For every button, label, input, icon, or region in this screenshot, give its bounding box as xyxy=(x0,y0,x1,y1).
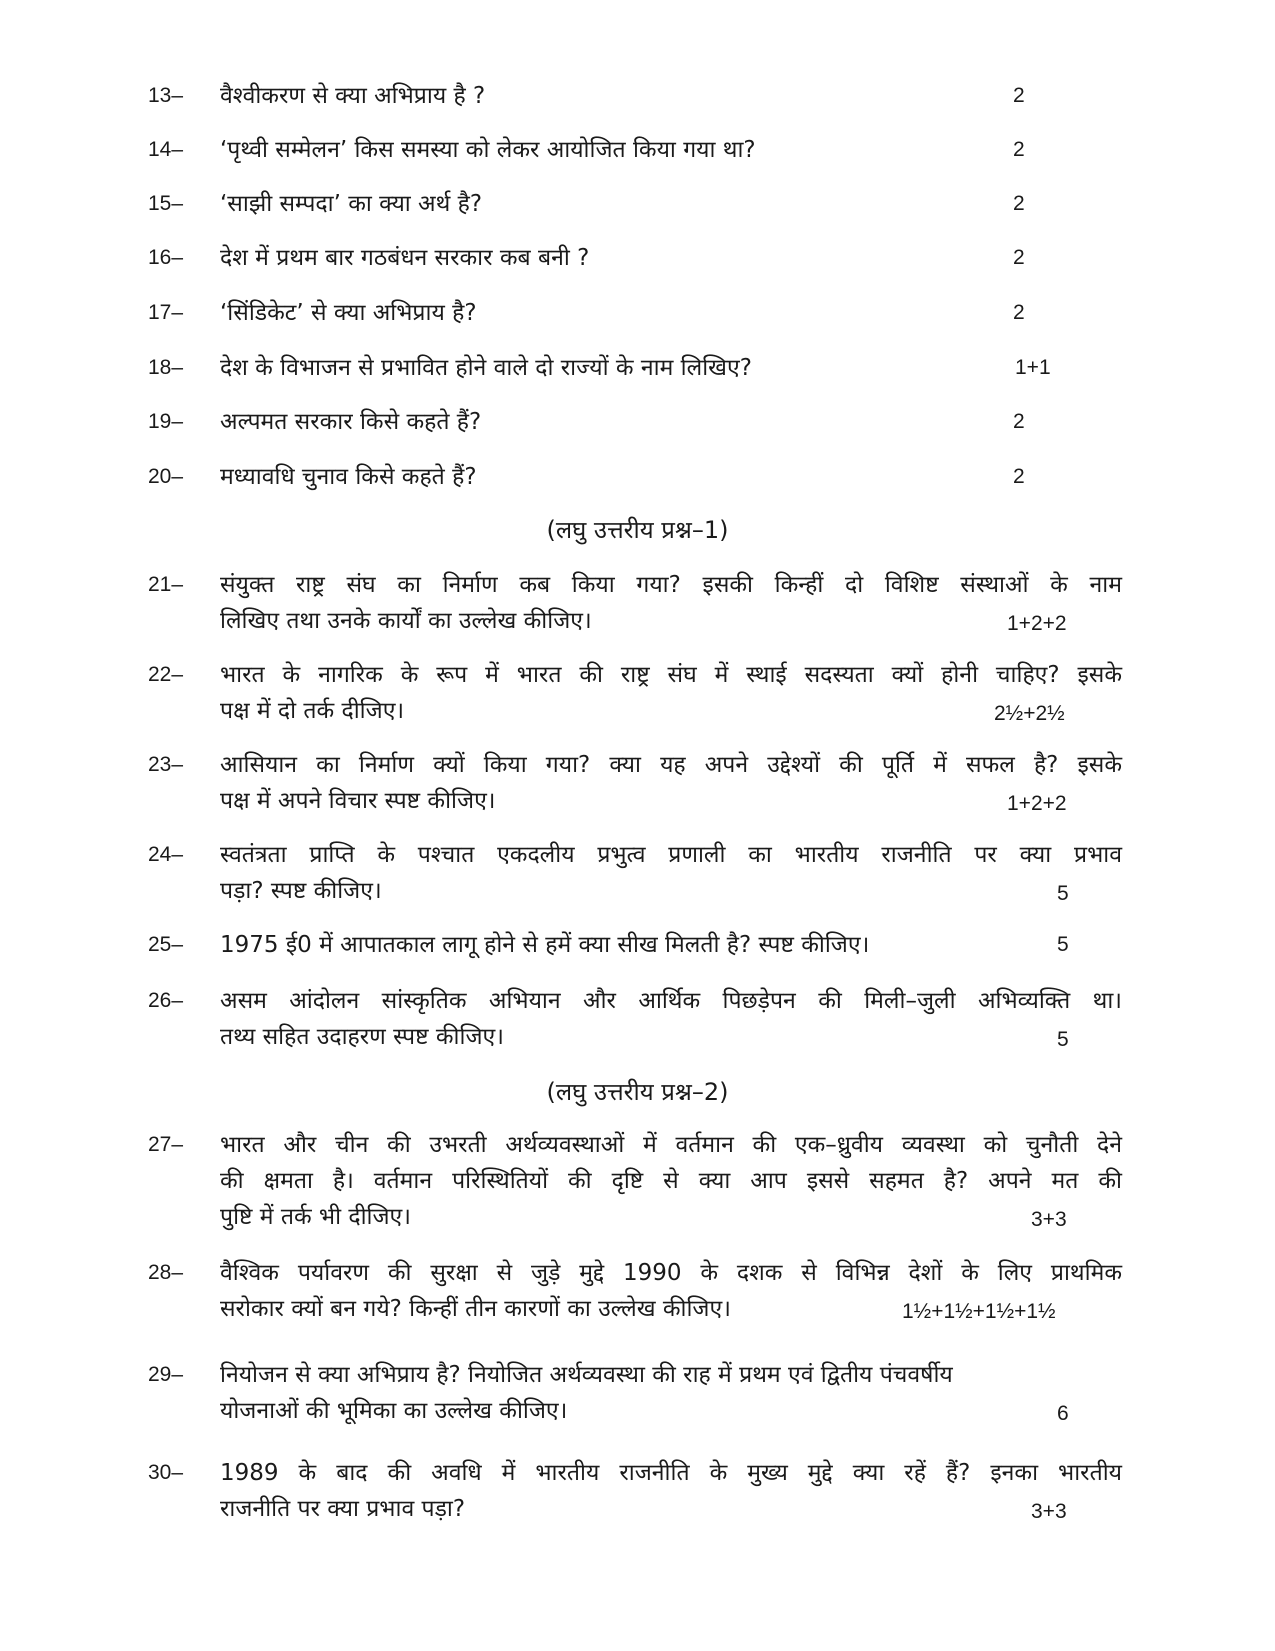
question-marks: 3+3 xyxy=(1031,1500,1067,1523)
section-heading-short-answer-2: (लघु उत्तरीय प्रश्न–2) xyxy=(546,1078,729,1106)
question-number: 29– xyxy=(148,1363,184,1386)
question-text-line-1: संयुक्त राष्ट्र संघ का निर्माण कब किया गया? इसकी किन्हीं दो विशिष्ट संस्थाओं के नाम xyxy=(220,572,1122,598)
question-number: 18– xyxy=(148,356,184,379)
question-text: मध्यावधि चुनाव किसे कहते हैं? xyxy=(220,464,477,490)
question-number: 27– xyxy=(148,1133,184,1156)
question-text-line-1: नियोजन से क्या अभिप्राय है? नियोजित अर्थव्यवस्था की राह में प्रथम एवं द्वितीय पंचवर्षीय xyxy=(220,1362,953,1388)
question-number: 28– xyxy=(148,1261,184,1284)
question-marks: 6 xyxy=(1057,1402,1069,1425)
question-text-line-1: भारत के नागरिक के रूप में भारत की राष्ट्र संघ में स्थाई सदस्यता क्यों होनी चाहिए? इसके xyxy=(220,662,1122,688)
question-text: अल्पमत सरकार किसे कहते हैं? xyxy=(220,409,482,435)
question-text-line-2: राजनीति पर क्या प्रभाव पड़ा? xyxy=(220,1496,466,1522)
question-text-line-1: असम आंदोलन सांस्कृतिक अभियान और आर्थिक पिछड़ेपन की मिली–जुली अभिव्यक्ति था। xyxy=(220,988,1122,1014)
question-marks: 1+2+2 xyxy=(1007,612,1067,635)
question-number: 21– xyxy=(148,573,184,596)
question-number: 23– xyxy=(148,753,184,776)
question-text-line-2: सरोकार क्यों बन गये? किन्हीं तीन कारणों का उल्लेख कीजिए। xyxy=(220,1296,731,1322)
question-marks: 2 xyxy=(1013,138,1025,161)
question-text: वैश्वीकरण से क्या अभिप्राय है ? xyxy=(220,83,486,109)
question-marks: 5 xyxy=(1057,882,1069,905)
question-marks: 2 xyxy=(1013,192,1025,215)
question-text-line-3: पुष्टि में तर्क भी दीजिए। xyxy=(220,1204,411,1230)
question-text: 1975 ई0 में आपातकाल लागू होने से हमें क्या सीख मिलती है? स्पष्ट कीजिए। xyxy=(220,932,870,958)
question-text-line-2: तथ्य सहित उदाहरण स्पष्ट कीजिए। xyxy=(220,1024,504,1050)
question-text-line-1: वैश्विक पर्यावरण की सुरक्षा से जुड़े मुद्दे 1990 के दशक से विभिन्न देशों के लिए प्राथमिक xyxy=(220,1260,1122,1286)
question-text-line-1: आसियान का निर्माण क्यों किया गया? क्या यह अपने उद्देश्यों की पूर्ति में सफल है? इसके xyxy=(220,752,1122,778)
question-number: 19– xyxy=(148,410,184,433)
question-marks: 2 xyxy=(1013,246,1025,269)
question-marks: 1+2+2 xyxy=(1007,792,1067,815)
question-text-line-2: पक्ष में अपने विचार स्पष्ट कीजिए। xyxy=(220,788,496,814)
question-text-line-2: पक्ष में दो तर्क दीजिए। xyxy=(220,698,405,724)
question-text: देश में प्रथम बार गठबंधन सरकार कब बनी ? xyxy=(220,245,590,271)
question-text: ‘पृथ्वी सम्मेलन’ किस समस्या को लेकर आयोजित किया गया था? xyxy=(220,137,756,163)
question-number: 20– xyxy=(148,465,184,488)
question-marks: 5 xyxy=(1057,933,1069,956)
question-marks: 2½+2½ xyxy=(994,702,1065,725)
question-text-line-2: पड़ा? स्पष्ट कीजिए। xyxy=(220,878,382,904)
question-number: 14– xyxy=(148,138,184,161)
question-number: 30– xyxy=(148,1461,184,1484)
question-marks: 2 xyxy=(1013,301,1025,324)
question-marks: 1+1 xyxy=(1015,356,1051,379)
question-text-line-1: भारत और चीन की उभरती अर्थव्यवस्थाओं में वर्तमान की एक–ध्रुवीय व्यवस्था को चुनौती देने xyxy=(220,1132,1122,1158)
question-marks: 2 xyxy=(1013,84,1025,107)
question-text-line-2: की क्षमता है। वर्तमान परिस्थितियों की दृष्टि से क्या आप इससे सहमत है? अपने मत की xyxy=(220,1168,1122,1194)
question-number: 16– xyxy=(148,246,184,269)
question-text: देश के विभाजन से प्रभावित होने वाले दो राज्यों के नाम लिखिए? xyxy=(220,355,752,381)
question-number: 24– xyxy=(148,843,184,866)
question-text-line-2: योजनाओं की भूमिका का उल्लेख कीजिए। xyxy=(220,1398,568,1424)
question-text: ‘सिंडिकेट’ से क्या अभिप्राय है? xyxy=(220,300,477,326)
question-text-line-2: लिखिए तथा उनके कार्यों का उल्लेख कीजिए। xyxy=(220,608,592,634)
question-marks: 1½+1½+1½+1½ xyxy=(902,1300,1056,1323)
question-text: ‘साझी सम्पदा’ का क्या अर्थ है? xyxy=(220,191,483,217)
section-heading-short-answer-1: (लघु उत्तरीय प्रश्न–1) xyxy=(546,516,729,544)
question-number: 13– xyxy=(148,84,184,107)
question-number: 15– xyxy=(148,192,184,215)
question-number: 17– xyxy=(148,301,184,324)
question-marks: 2 xyxy=(1013,465,1025,488)
question-number: 26– xyxy=(148,989,184,1012)
question-number: 25– xyxy=(148,933,184,956)
question-marks: 3+3 xyxy=(1031,1208,1067,1231)
question-text-line-1: 1989 के बाद की अवधि में भारतीय राजनीति के मुख्य मुद्दे क्या रहें हैं? इनका भारतीय xyxy=(220,1460,1122,1486)
question-marks: 2 xyxy=(1013,410,1025,433)
question-text-line-1: स्वतंत्रता प्राप्ति के पश्चात एकदलीय प्रभुत्व प्रणाली का भारतीय राजनीति पर क्या प्रभाव xyxy=(220,842,1122,868)
question-number: 22– xyxy=(148,663,184,686)
question-marks: 5 xyxy=(1057,1028,1069,1051)
